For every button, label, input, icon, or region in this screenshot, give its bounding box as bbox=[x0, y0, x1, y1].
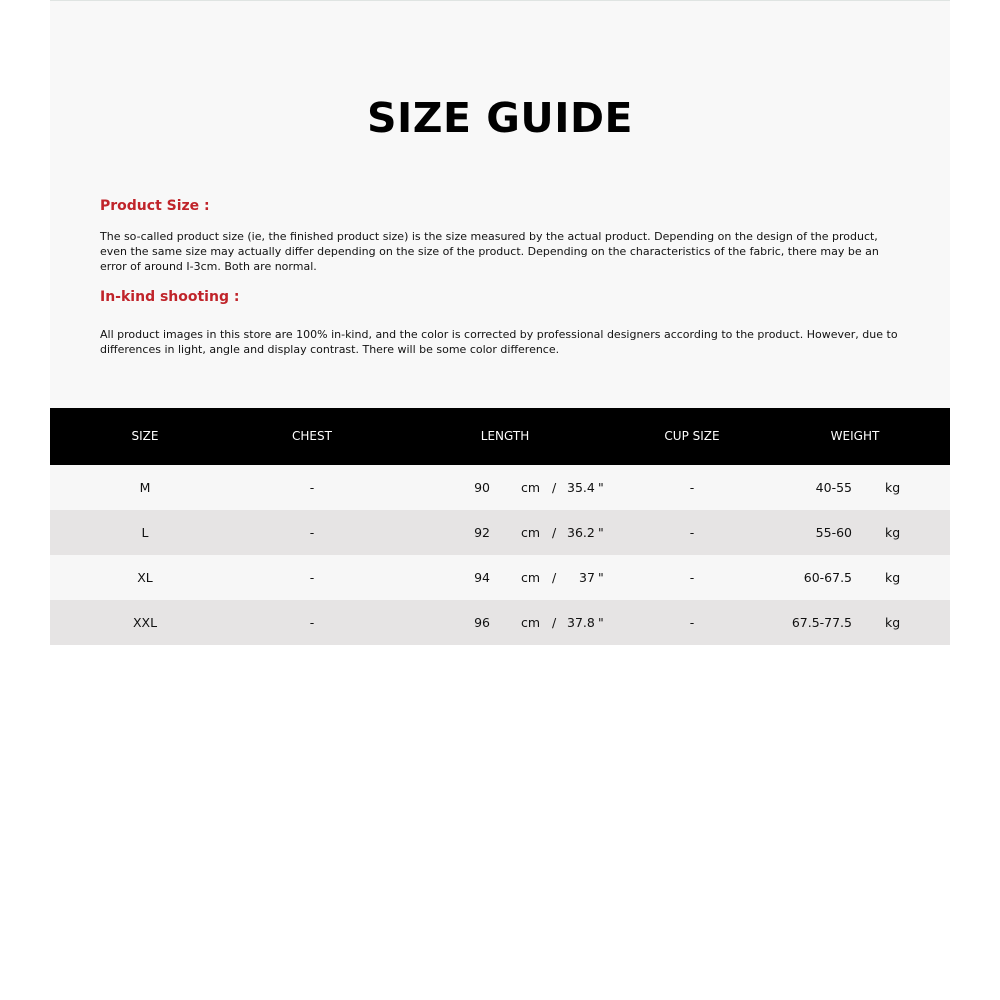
cell-length-cm: 94 bbox=[474, 570, 490, 585]
table-row bbox=[50, 555, 950, 600]
in-kind-heading: In-kind shooting : bbox=[100, 289, 240, 305]
cell-cup-size: - bbox=[689, 570, 695, 585]
cell-length-cm: 96 bbox=[474, 615, 490, 630]
header-size: SIZE bbox=[131, 429, 159, 443]
cell-weight-unit: kg bbox=[885, 615, 901, 630]
cell-cup-size: - bbox=[689, 480, 695, 495]
cell-size: L bbox=[141, 525, 149, 540]
cell-chest: - bbox=[309, 525, 315, 540]
header-weight: WEIGHT bbox=[830, 429, 880, 443]
cell-chest: - bbox=[309, 570, 315, 585]
cell-length-in-unit: " bbox=[598, 570, 604, 585]
cell-weight-unit: kg bbox=[885, 570, 901, 585]
in-kind-text: All product images in this store are 100% in-kind, and the color is corrected by professional designers according to the product. However, due to differences in light, angle and display contrast. There will be some color difference. bbox=[100, 328, 898, 356]
cell-weight: 40-55 bbox=[815, 480, 852, 495]
page-title: SIZE GUIDE bbox=[366, 94, 634, 142]
cell-weight: 67.5-77.5 bbox=[791, 615, 852, 630]
cell-cup-size: - bbox=[689, 525, 695, 540]
cell-weight-unit: kg bbox=[885, 525, 901, 540]
cell-chest: - bbox=[309, 480, 315, 495]
cell-length-in: 35.4 bbox=[567, 480, 595, 495]
cell-length-cm: 90 bbox=[474, 480, 490, 495]
cell-length-in: 36.2 bbox=[567, 525, 595, 540]
cell-length-cm-unit: cm bbox=[521, 525, 541, 540]
cell-length-cm-unit: cm bbox=[521, 615, 541, 630]
cell-size: XL bbox=[137, 570, 153, 585]
table-row bbox=[50, 510, 950, 555]
info-panel bbox=[50, 0, 950, 408]
cell-length-in-unit: " bbox=[598, 615, 604, 630]
cell-length-cm-unit: cm bbox=[521, 480, 541, 495]
size-table bbox=[50, 408, 950, 645]
header-length: LENGTH bbox=[480, 429, 530, 443]
cell-size: M bbox=[139, 480, 151, 495]
cell-size: XXL bbox=[132, 615, 158, 630]
cell-cup-size: - bbox=[689, 615, 695, 630]
product-size-heading: Product Size : bbox=[100, 198, 210, 214]
cell-weight: 60-67.5 bbox=[803, 570, 852, 585]
cell-chest: - bbox=[309, 615, 315, 630]
cell-length-cm: 92 bbox=[474, 525, 490, 540]
cell-weight-unit: kg bbox=[885, 480, 901, 495]
cell-weight: 55-60 bbox=[815, 525, 852, 540]
cell-length-cm-unit: cm bbox=[521, 570, 541, 585]
cell-length-in: 37.8 bbox=[567, 615, 595, 630]
product-size-text: The so-called product size (ie, the finished product size) is the size measured by the actual product. Depending on the design of the product, even the same size may actually differ depending on the size of the product. Depending on the characteristics of the fabric, there may be an error of around I-3cm. Both are normal. bbox=[100, 230, 879, 273]
header-chest: CHEST bbox=[292, 429, 332, 443]
table-row bbox=[50, 600, 950, 645]
cell-length-sep: / bbox=[552, 570, 557, 585]
table-header bbox=[50, 408, 950, 465]
cell-length-sep: / bbox=[552, 525, 557, 540]
cell-length-in-unit: " bbox=[598, 525, 604, 540]
table-row bbox=[50, 465, 950, 510]
cell-length-sep: / bbox=[552, 480, 557, 495]
cell-length-in-unit: " bbox=[598, 480, 604, 495]
cell-length-sep: / bbox=[552, 615, 557, 630]
header-cup-size: CUP SIZE bbox=[664, 429, 720, 443]
cell-length-in: 37 bbox=[579, 570, 595, 585]
